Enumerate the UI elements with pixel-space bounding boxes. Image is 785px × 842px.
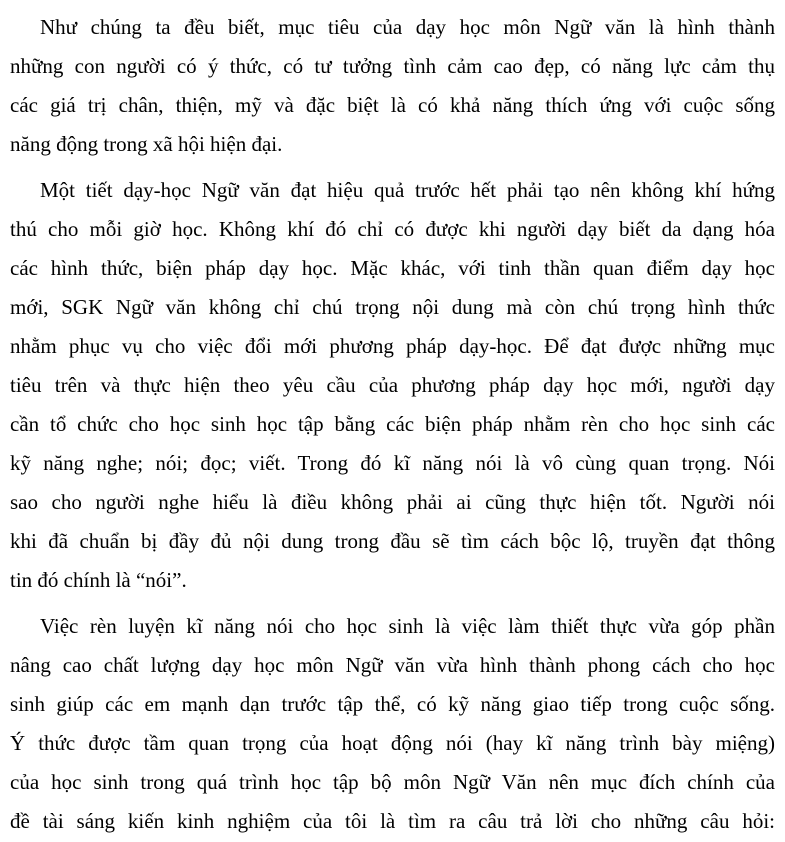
- text-line: cần tổ chức cho học sinh học tập bằng các biện pháp nhằm rèn cho học sinh các: [10, 412, 775, 436]
- text-line: sinh giúp các em mạnh dạn trước tập thể, có kỹ năng giao tiếp trong cuộc sống.: [10, 692, 775, 716]
- text-line: kỹ năng nghe; nói; đọc; viết. Trong đó kĩ năng nói là vô cùng quan trọng. Nói: [10, 451, 775, 475]
- paragraph: [10, 8, 775, 164]
- paragraph: [10, 171, 775, 600]
- text-line: nâng cao chất lượng dạy học môn Ngữ văn vừa hình thành phong cách cho học: [10, 653, 775, 677]
- document-body: [10, 8, 775, 841]
- text-line: mới, SGK Ngữ văn không chỉ chú trọng nội dung mà còn chú trọng hình thức: [10, 295, 775, 319]
- text-line: Như chúng ta đều biết, mục tiêu của dạy học môn Ngữ văn là hình thành: [40, 15, 775, 39]
- text-line: Ý thức được tầm quan trọng của hoạt động nói (hay kĩ năng trình bày miệng): [10, 731, 775, 755]
- text-line: tiêu trên và thực hiện theo yêu cầu của phương pháp dạy học mới, người dạy: [10, 373, 775, 397]
- text-line: khi đã chuẩn bị đầy đủ nội dung trong đầu sẽ tìm cách bộc lộ, truyền đạt thông: [10, 529, 775, 553]
- text-line: nhằm phục vụ cho việc đổi mới phương pháp dạy-học. Để đạt được những mục: [10, 334, 775, 358]
- text-line: các hình thức, biện pháp dạy học. Mặc khác, với tinh thần quan điểm dạy học: [10, 256, 775, 280]
- text-line: năng động trong xã hội hiện đại.: [10, 132, 283, 156]
- text-line: những con người có ý thức, có tư tưởng tình cảm cao đẹp, có năng lực cảm thụ: [10, 54, 775, 78]
- text-line: của học sinh trong quá trình học tập bộ môn Ngữ Văn nên mục đích chính của: [10, 770, 775, 794]
- paragraph: [10, 607, 775, 841]
- text-line: Một tiết dạy-học Ngữ văn đạt hiệu quả trước hết phải tạo nên không khí hứng: [40, 178, 775, 202]
- text-line: sao cho người nghe hiểu là điều không phải ai cũng thực hiện tốt. Người nói: [10, 490, 775, 514]
- text-line: thú cho mỗi giờ học. Không khí đó chỉ có được khi người dạy biết da dạng hóa: [10, 217, 775, 241]
- text-line: tin đó chính là “nói”.: [10, 568, 187, 592]
- text-line: đề tài sáng kiến kinh nghiệm của tôi là tìm ra câu trả lời cho những câu hỏi:: [10, 809, 775, 833]
- text-line: các giá trị chân, thiện, mỹ và đặc biệt là có khả năng thích ứng với cuộc sống: [10, 93, 775, 117]
- text-line: Việc rèn luyện kĩ năng nói cho học sinh là việc làm thiết thực vừa góp phần: [40, 614, 775, 638]
